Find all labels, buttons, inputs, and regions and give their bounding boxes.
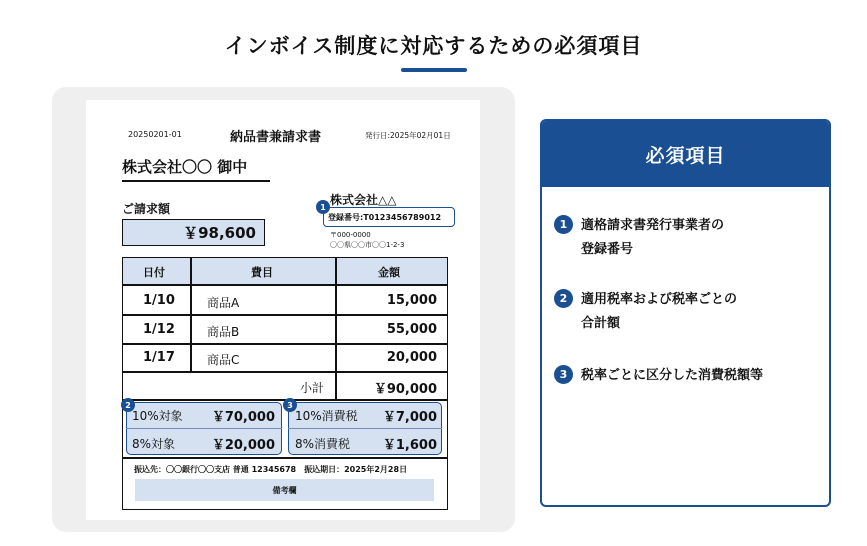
subtotal-label: 小計: [300, 381, 325, 395]
row-date: 1/12: [143, 322, 175, 337]
divider: [122, 457, 448, 459]
tax-target-value: ￥70,000: [211, 410, 275, 425]
divider: [335, 257, 337, 400]
divider: [190, 257, 192, 372]
tax-amount-label: 10%消費税: [295, 409, 358, 423]
column-header-amount: 金額: [378, 266, 400, 279]
billed-amount: ￥98,600: [122, 219, 265, 246]
tax-amount-value: ￥7,000: [382, 410, 437, 425]
invoice-title: 納品書兼請求書: [230, 130, 322, 145]
registration-number: 登録番号:T0123456789012: [323, 207, 455, 227]
divider: [122, 284, 448, 286]
tax-target-value: ￥20,000: [211, 438, 275, 453]
number-badge: 2: [554, 289, 573, 308]
badge-3: 3: [283, 398, 297, 412]
tax-amount-label: 8%消費税: [295, 437, 351, 451]
requirement-text: 適格請求書発行事業者の: [581, 218, 725, 233]
tax-amount-value: ￥1,600: [382, 438, 437, 453]
row-item: 商品B: [207, 325, 240, 339]
requirements-header: 必須項目: [542, 121, 829, 187]
requirement-text: 適用税率および税率ごとの: [581, 292, 738, 307]
badge-1: 1: [316, 200, 330, 214]
column-header-item: 費目: [251, 266, 273, 279]
billed-amount-label: ご請求額: [122, 202, 171, 216]
requirement-item-1: [554, 214, 801, 262]
bank-info: 振込先：〇〇銀行〇〇支店 普通 12345678 振込期日：2025年2月28日: [134, 465, 408, 474]
customer-name: 株式会社〇〇 御中: [122, 158, 248, 176]
requirements-card: [540, 119, 831, 507]
memo-field: 備考欄: [135, 479, 434, 501]
divider: [122, 314, 448, 316]
subtotal-value: ￥90,000: [373, 382, 437, 397]
requirement-item-3: [554, 364, 801, 388]
title-underline: [401, 68, 467, 72]
row-date: 1/17: [143, 350, 175, 365]
page-title: インボイス制度に対応するための必須項目: [224, 34, 643, 58]
requirement-text: 合計額: [581, 316, 621, 331]
divider: [126, 428, 282, 429]
row-item: 商品C: [207, 353, 240, 367]
row-item: 商品A: [207, 296, 240, 310]
divider: [122, 343, 448, 345]
number-badge: 3: [554, 365, 573, 384]
number-badge: 1: [554, 215, 573, 234]
tax-target-label: 10%対象: [132, 409, 183, 423]
postal-code: 〒000-0000: [330, 231, 371, 239]
divider: [288, 428, 442, 429]
badge-2: 2: [121, 398, 135, 412]
requirement-item-2: [554, 288, 801, 336]
row-date: 1/10: [143, 293, 175, 308]
requirement-text: 税率ごとに区分した消費税額等: [581, 368, 764, 383]
tax-target-label: 8%対象: [132, 437, 176, 451]
row-amount: 20,000: [386, 350, 437, 365]
column-header-date: 日付: [143, 266, 165, 279]
requirement-text: 登録番号: [581, 242, 634, 257]
issue-date: 発行日:2025年02月01日: [365, 131, 451, 140]
divider: [122, 371, 448, 373]
customer-underline: [122, 180, 270, 182]
issuer-name: 株式会社△△: [330, 193, 397, 207]
document-id: 20250201-01: [128, 130, 182, 139]
issuer-address: 〇〇県〇〇市〇〇1-2-3: [330, 241, 405, 249]
row-amount: 15,000: [386, 293, 437, 308]
row-amount: 55,000: [386, 322, 437, 337]
